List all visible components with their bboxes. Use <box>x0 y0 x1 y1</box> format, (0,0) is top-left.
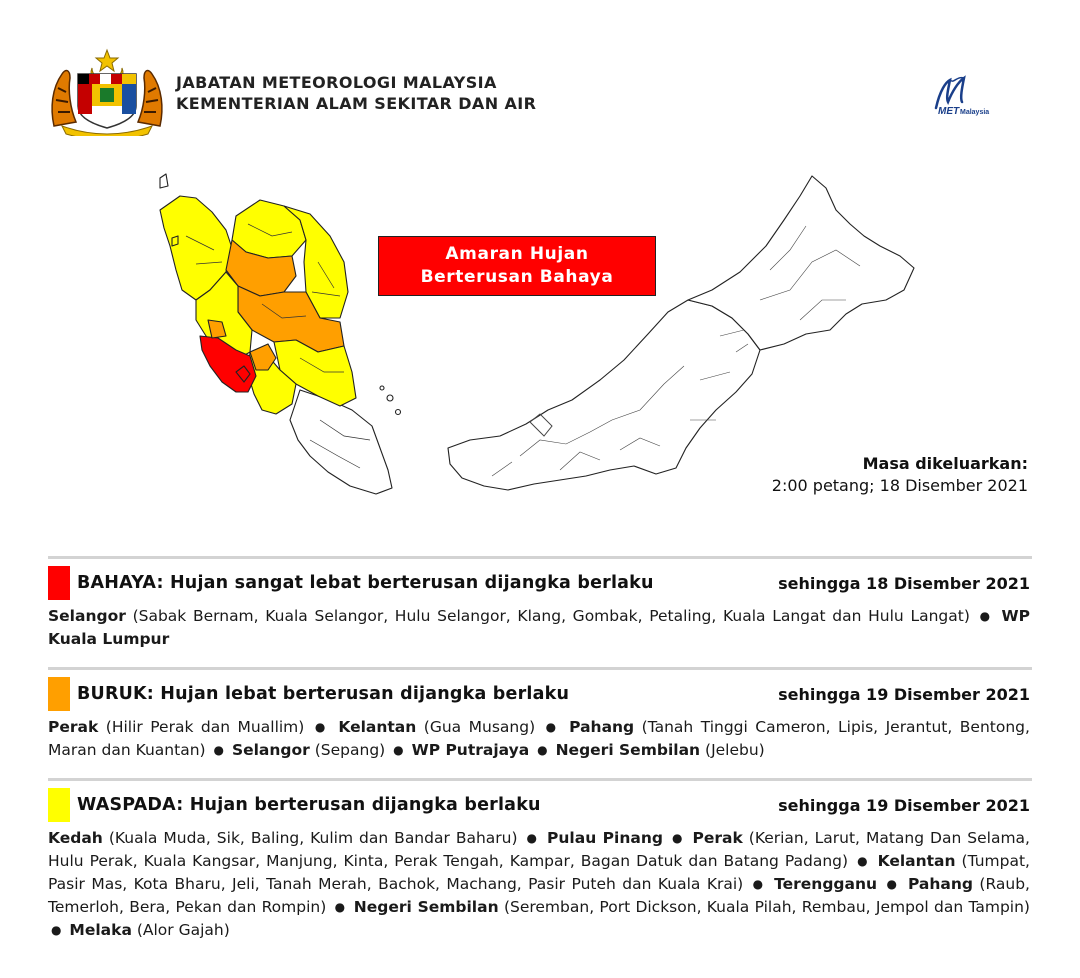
bullet-separator: ● <box>671 831 684 845</box>
met-malaysia-logo-icon <box>920 68 1030 118</box>
warning-title-line-1: Amaran Hujan <box>445 244 589 264</box>
level-section-buruk <box>48 667 1032 762</box>
issued-time: 2:00 petang; 18 Disember 2021 <box>771 476 1028 495</box>
area-detail: (Sabak Bernam, Kuala Selangor, Hulu Selangor, Klang, Gombak, Petaling, Kuala Langat dan Hulu Langat) <box>132 607 970 625</box>
level-until-date: sehingga 19 Disember 2021 <box>778 685 1030 704</box>
area-detail: (Jelebu) <box>705 741 765 759</box>
area-state: Negeri Sembilan <box>353 898 499 916</box>
bullet-separator: ● <box>857 854 869 868</box>
level-areas <box>48 716 1032 762</box>
area-state: Kelantan <box>877 852 956 870</box>
bullet-separator: ● <box>51 923 62 937</box>
area-detail: (Seremban, Port Dickson, Kuala Pilah, Rembau, Jempol dan Tampin) <box>503 898 1030 916</box>
bullet-separator: ● <box>545 720 559 734</box>
issued-label: Masa dikeluarkan: <box>862 454 1028 473</box>
area-detail: (Raub, Temerloh, Bera, Pekan dan Rompin) <box>48 875 1030 916</box>
area-detail: (Tumpat, Pasir Mas, Kota Bharu, Jeli, Tanah Merah, Bachok, Machang, Pasir Puteh dan Kuala Krai) <box>48 852 1030 893</box>
agency-line-2: KEMENTERIAN ALAM SEKITAR DAN AIR <box>176 94 537 113</box>
level-title: BAHAYA: Hujan sangat lebat berterusan dijangka berlaku <box>77 573 654 593</box>
area-state: Kelantan <box>338 718 417 736</box>
level-color-swatch <box>48 566 70 600</box>
bullet-separator: ● <box>393 743 404 757</box>
level-title: WASPADA: Hujan berterusan dijangka berlaku <box>77 795 541 815</box>
header <box>48 48 1038 138</box>
area-state: Pahang <box>907 875 973 893</box>
area-detail: (Gua Musang) <box>423 718 536 736</box>
svg-text:Malaysia: Malaysia <box>960 109 990 116</box>
area-detail: (Tanah Tinggi Cameron, Lipis, Jerantut, Bentong, Maran dan Kuantan) <box>48 718 1030 759</box>
agency-name <box>176 72 536 114</box>
level-areas <box>48 605 1032 650</box>
bullet-separator: ● <box>537 743 548 757</box>
section-divider <box>48 556 1032 559</box>
area-state: Terengganu <box>774 875 878 893</box>
area-state: Pulau Pinang <box>547 829 663 847</box>
area-state: Pahang <box>569 718 635 736</box>
bullet-separator: ● <box>752 877 765 891</box>
bullet-separator: ● <box>334 900 346 914</box>
level-areas <box>48 827 1032 942</box>
bullet-separator: ● <box>213 743 224 757</box>
area-state: Selangor <box>231 741 310 759</box>
svg-text:MET: MET <box>938 106 960 117</box>
coat-of-arms-icon <box>48 48 166 136</box>
level-color-swatch <box>48 677 70 711</box>
agency-line-1: JABATAN METEOROLOGI MALAYSIA <box>176 73 497 92</box>
level-section-bahaya <box>48 556 1032 650</box>
area-detail: (Alor Gajah) <box>136 921 230 939</box>
area-state: WP Putrajaya <box>411 741 530 759</box>
area-detail: (Sepang) <box>314 741 386 759</box>
area-state: Perak <box>48 718 99 736</box>
area-state: Melaka <box>69 921 132 939</box>
issued-info <box>772 453 1028 497</box>
level-until-date: sehingga 19 Disember 2021 <box>778 796 1030 815</box>
area-state: Perak <box>692 829 743 847</box>
area-state: Kedah <box>48 829 103 847</box>
area-state: Negeri Sembilan <box>555 741 701 759</box>
bullet-separator: ● <box>314 720 328 734</box>
section-divider <box>48 778 1032 781</box>
bullet-separator: ● <box>979 609 992 623</box>
level-color-swatch <box>48 788 70 822</box>
section-divider <box>48 667 1032 670</box>
area-state: Selangor <box>48 607 126 625</box>
area-state: WP Kuala Lumpur <box>48 607 1030 648</box>
bullet-separator: ● <box>886 877 899 891</box>
area-detail: (Kerian, Larut, Matang Dan Selama, Hulu Perak, Kuala Kangsar, Manjung, Kinta, Perak Tengah, Kampar, Bagan Datuk dan Batang Padang) <box>48 829 1030 870</box>
bullet-separator: ● <box>526 831 539 845</box>
level-section-waspada <box>48 778 1032 942</box>
warning-title-line-2: Berterusan Bahaya <box>420 267 614 287</box>
map-region-sarawak <box>448 300 760 490</box>
area-detail: (Kuala Muda, Sik, Baling, Kulim dan Bandar Baharu) <box>108 829 518 847</box>
level-until-date: sehingga 18 Disember 2021 <box>778 574 1030 593</box>
area-detail: (Hilir Perak dan Muallim) <box>105 718 305 736</box>
warning-title-box <box>378 236 656 296</box>
level-title: BURUK: Hujan lebat berterusan dijangka berlaku <box>77 684 570 704</box>
